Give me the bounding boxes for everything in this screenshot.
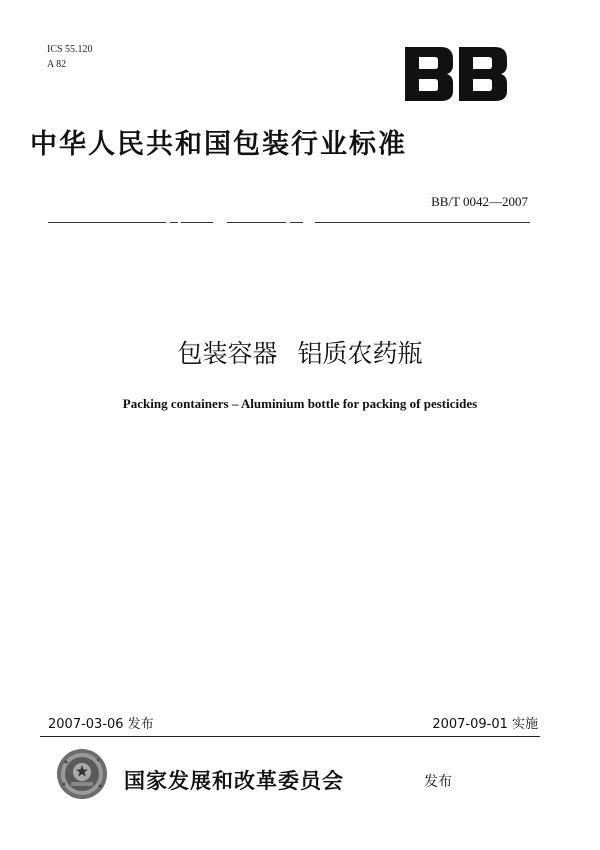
header-divider — [48, 222, 530, 223]
english-title: Packing containers – Aluminium bottle for packing of pesticides — [122, 396, 478, 411]
footer-divider — [40, 736, 540, 737]
bb-logo — [403, 45, 509, 103]
issuing-authority: 国家发展和改革委员会 — [124, 769, 344, 793]
national-emblem-seal-icon — [56, 748, 108, 800]
ics-code: ICS 55.120 — [47, 44, 93, 55]
classification-codes — [47, 42, 93, 72]
title-part-2: 铝质农药瓶 — [297, 339, 423, 368]
standard-number: BB/T 0042—2007 — [431, 194, 528, 209]
ccs-code: A 82 — [47, 59, 67, 70]
document-title — [0, 334, 600, 370]
implementation-date: 2007-09-01 实施 — [432, 717, 538, 732]
title-part-1: 包装容器 — [177, 339, 278, 368]
standard-category-title: 中华人民共和国包装行业标准 — [30, 129, 407, 160]
issue-date: 2007-03-06 发布 — [48, 717, 154, 732]
issuer-suffix: 发布 — [424, 774, 452, 790]
